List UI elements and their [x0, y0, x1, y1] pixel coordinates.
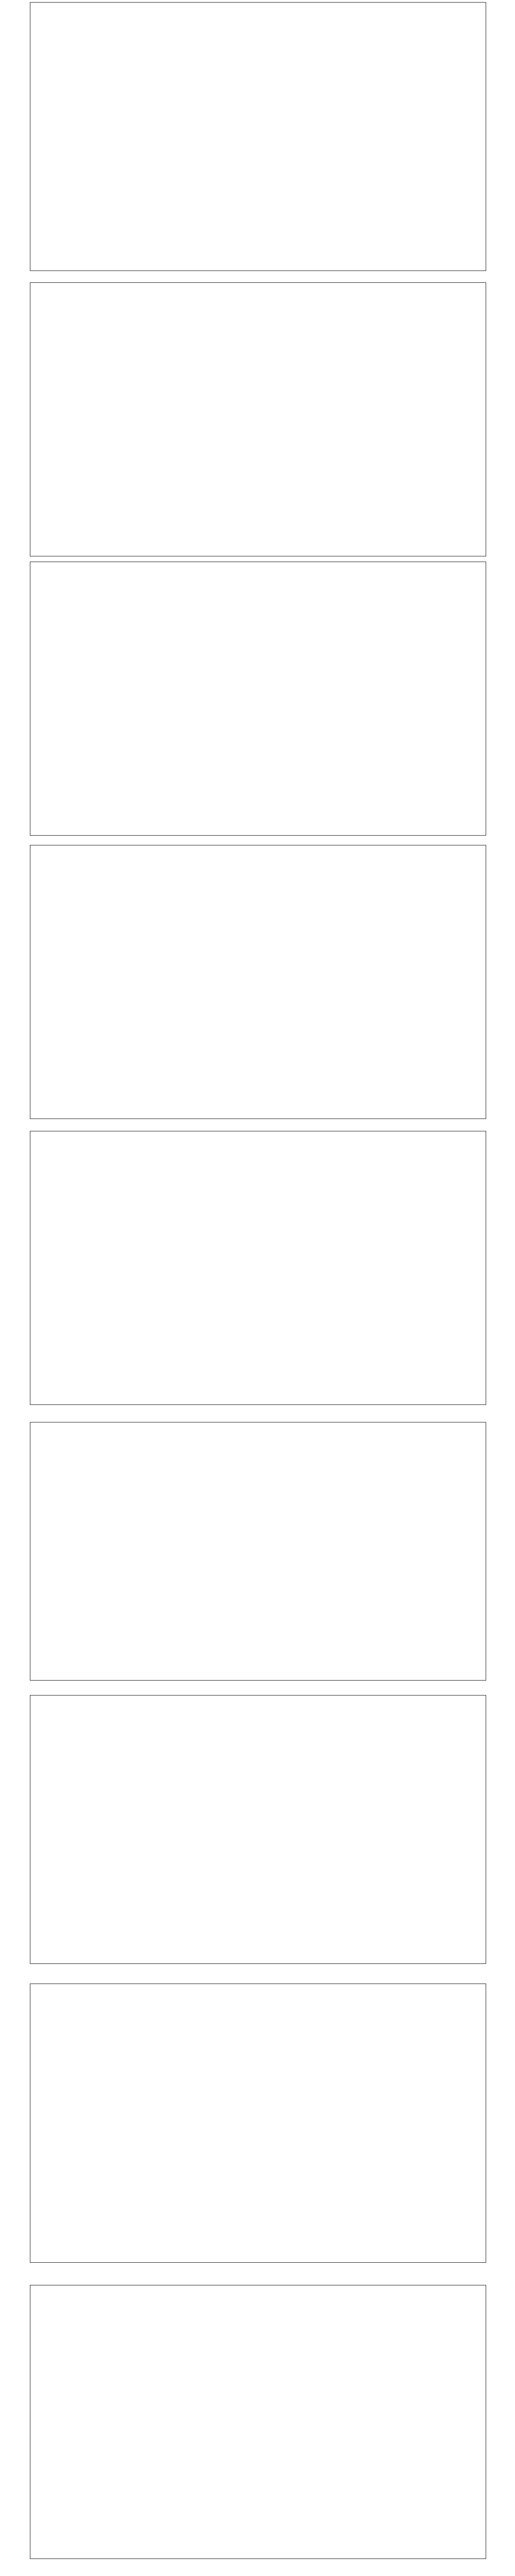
wind-speed-chart-svg — [30, 2285, 486, 2558]
grass-temp-chart-svg — [30, 1131, 486, 1404]
grass-temp-chart — [30, 1131, 486, 1405]
pressure-chart-svg — [30, 845, 486, 1118]
temperature-chart-svg — [30, 3, 486, 270]
mixing-ratio-chart — [30, 562, 486, 836]
temperature-chart — [30, 2, 486, 271]
rainfall-chart — [30, 1422, 486, 1681]
rh-chart — [30, 282, 486, 556]
wind-speed-chart — [30, 2285, 486, 2559]
pressure-chart — [30, 845, 486, 1119]
rh-chart-svg — [30, 283, 486, 556]
sunshine-chart-svg — [30, 1696, 486, 1963]
wind-direction-chart — [30, 1984, 486, 2263]
sunshine-chart — [30, 1695, 486, 1964]
wind-direction-chart-svg — [30, 1984, 486, 2262]
mixing-ratio-chart-svg — [30, 562, 486, 835]
rainfall-chart-svg — [30, 1422, 486, 1680]
